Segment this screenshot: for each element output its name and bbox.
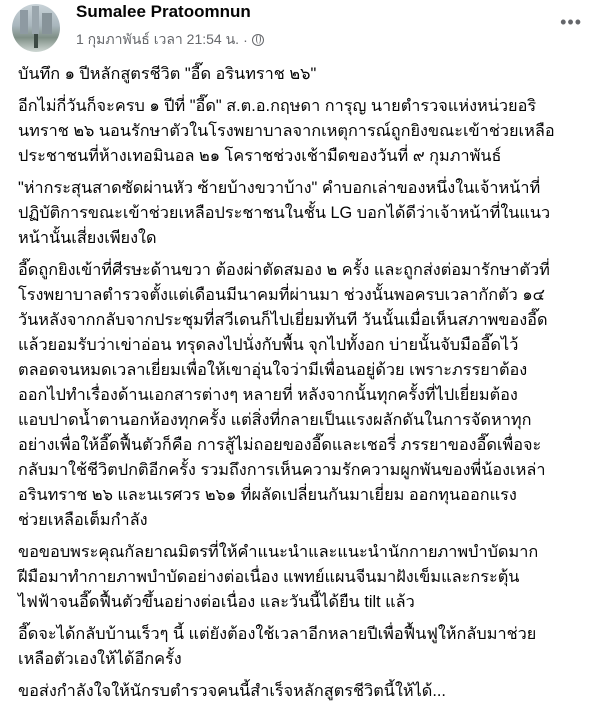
post-header <box>0 0 600 62</box>
post-paragraph <box>18 679 590 704</box>
post-text-line: ขอขอบพระคุณกัลยาณมิตรที่ให้คำแนะนำและแนะนำนักกายภาพบำบัดมาก <box>18 543 539 561</box>
post-text-line: หน้านั้นเสี่ยงเพียงใด <box>18 229 157 247</box>
post-text-line: ขอส่งกำลังใจให้นักรบตำรวจคนนี้สำเร็จหลักสูตรชีวิตนี้ให้ได้... <box>18 682 446 700</box>
post-timestamp[interactable]: 1 กุมภาพันธ์ เวลา 21:54 น. <box>76 31 240 47</box>
author-avatar[interactable] <box>12 4 60 52</box>
meta-separator: · <box>243 32 248 48</box>
post-text-line: อีกไม่กี่วันก็จะครบ ๑ ปีที่ "อี๊ด" ส.ต.อ.กฤษดา การุญ นายตำรวจแห่งหน่วยอริ <box>18 97 537 115</box>
author-name[interactable]: Sumalee Pratoomnun <box>76 2 251 21</box>
post-text-line: อี๊ดจะได้กลับบ้านเร็วๆ นี้ แต่ยังต้องใช้เวลาอีกหลายปีเพื่อฟื้นฟูให้กลับมาช่วย <box>18 625 537 643</box>
post-text-line: "ห่ากระสุนสาดซัดผ่านหัว ซ้ายบ้างขวาบ้าง" คำบอกเล่าของหนึ่งในเจ้าหน้าที่ <box>18 179 541 197</box>
post-paragraph <box>18 176 590 251</box>
more-options-button[interactable]: ••• <box>560 12 582 32</box>
post-text-line: อี๊ดถูกยิงเข้าที่ศีรษะด้านขวา ต้องผ่าตัดสมอง ๒ ครั้ง และถูกส่งต่อมารักษาตัวที่ <box>18 261 550 279</box>
post-text-line: ประชาชนที่ห้างเทอมินอล ๒๑ โคราชช่วงเช้ามืดของวันที่ ๙ กุมภาพันธ์ <box>18 147 502 165</box>
post-text-line: กลับมาใช้ชีวิตปกติอีกครั้ง รวมถึงการเห็นความรักความผูกพันของพี่น้องเหล่า <box>18 461 546 479</box>
post-text-line: ไฟฟ้าจนอี๊ดฟื้นตัวขึ้นอย่างต่อเนื่อง และวันนี้ได้ยืน tilt แล้ว <box>18 593 415 611</box>
post-text-line: ปฏิบัติการขณะเข้าช่วยเหลือประชาชนในชั้น LG บอกได้ดีว่าเจ้าหน้าที่ในแนว <box>18 204 551 222</box>
post-text-line: ฝีมือมาทำกายภาพบำบัดอย่างต่อเนื่อง แพทย์แผนจีนมาฝังเข็มและกระตุ้น <box>18 568 520 586</box>
post-text-line: แอบปาดน้ำตานอกห้องทุกครั้ง แต่สิ่งที่กลายเป็นแรงผลักดันในการจัดหาทุก <box>18 411 532 429</box>
post-text-line: ออกไปทำเรื่องด้านเอกสารต่างๆ หลายที่ หลังจากนั้นทุกครั้งที่ไปเยี่ยมต้อง <box>18 386 518 404</box>
post-body <box>0 62 600 704</box>
post-text-line: เหลือตัวเองให้ได้อีกครั้ง <box>18 650 182 668</box>
post-text-line: อรินทราช ๒๖ และนเรศวร ๒๖๑ ที่ผลัดเปลี่ยนกันมาเยี่ยม ออกทุนออกแรง <box>18 486 517 504</box>
post-paragraph <box>18 94 590 169</box>
post-text-line: นทราช ๒๖ นอนรักษาตัวในโรงพยาบาลจากเหตุการณ์ถูกยิงขณะเข้าช่วยเหลือ <box>18 122 555 140</box>
post-text-line: บันทึก ๑ ปีหลักสูตรชีวิต "อี๊ด อรินทราช ๒๖" <box>18 65 317 83</box>
post-text-line: ช่วยเหลือเต็มกำลัง <box>18 511 148 529</box>
globe-icon[interactable] <box>252 34 264 46</box>
post-paragraph <box>18 258 590 533</box>
post-paragraph <box>18 62 590 87</box>
post-text-line: โรงพยาบาลตำรวจตั้งแต่เดือนมีนาคมที่ผ่านมา ช่วงนั้นพอครบเวลากักตัว ๑๔ <box>18 286 545 304</box>
post-meta <box>76 29 264 51</box>
post-text-line: อย่างเพื่อให้อี๊ดฟื้นตัวก็คือ การสู้ไม่ถอยของอี๊ดและเชอรี่ ภรรยาของอี๊ดเพื่อจะ <box>18 436 542 454</box>
post-text-line: วันหลังจากกลับจากประชุมที่สวีเดนก็ไปเยี่ยมทันที วันนั้นเมื่อเห็นสภาพของอี๊ด <box>18 311 548 329</box>
post-text-line: ตลอดจนหมดเวลาเยี่ยมเพื่อให้เขาอุ่นใจว่ามีเพื่อนอยู่ด้วย เพราะภรรยาต้อง <box>18 361 528 379</box>
post-text-line: แล้วยอมรับว่าเข่าอ่อน ทรุดลงไปนั่งกับพื้น จุกไปทั้งอก บ่ายนั้นจับมืออี๊ดไว้ <box>18 336 519 354</box>
post-paragraph <box>18 540 590 615</box>
post-paragraph <box>18 622 590 672</box>
